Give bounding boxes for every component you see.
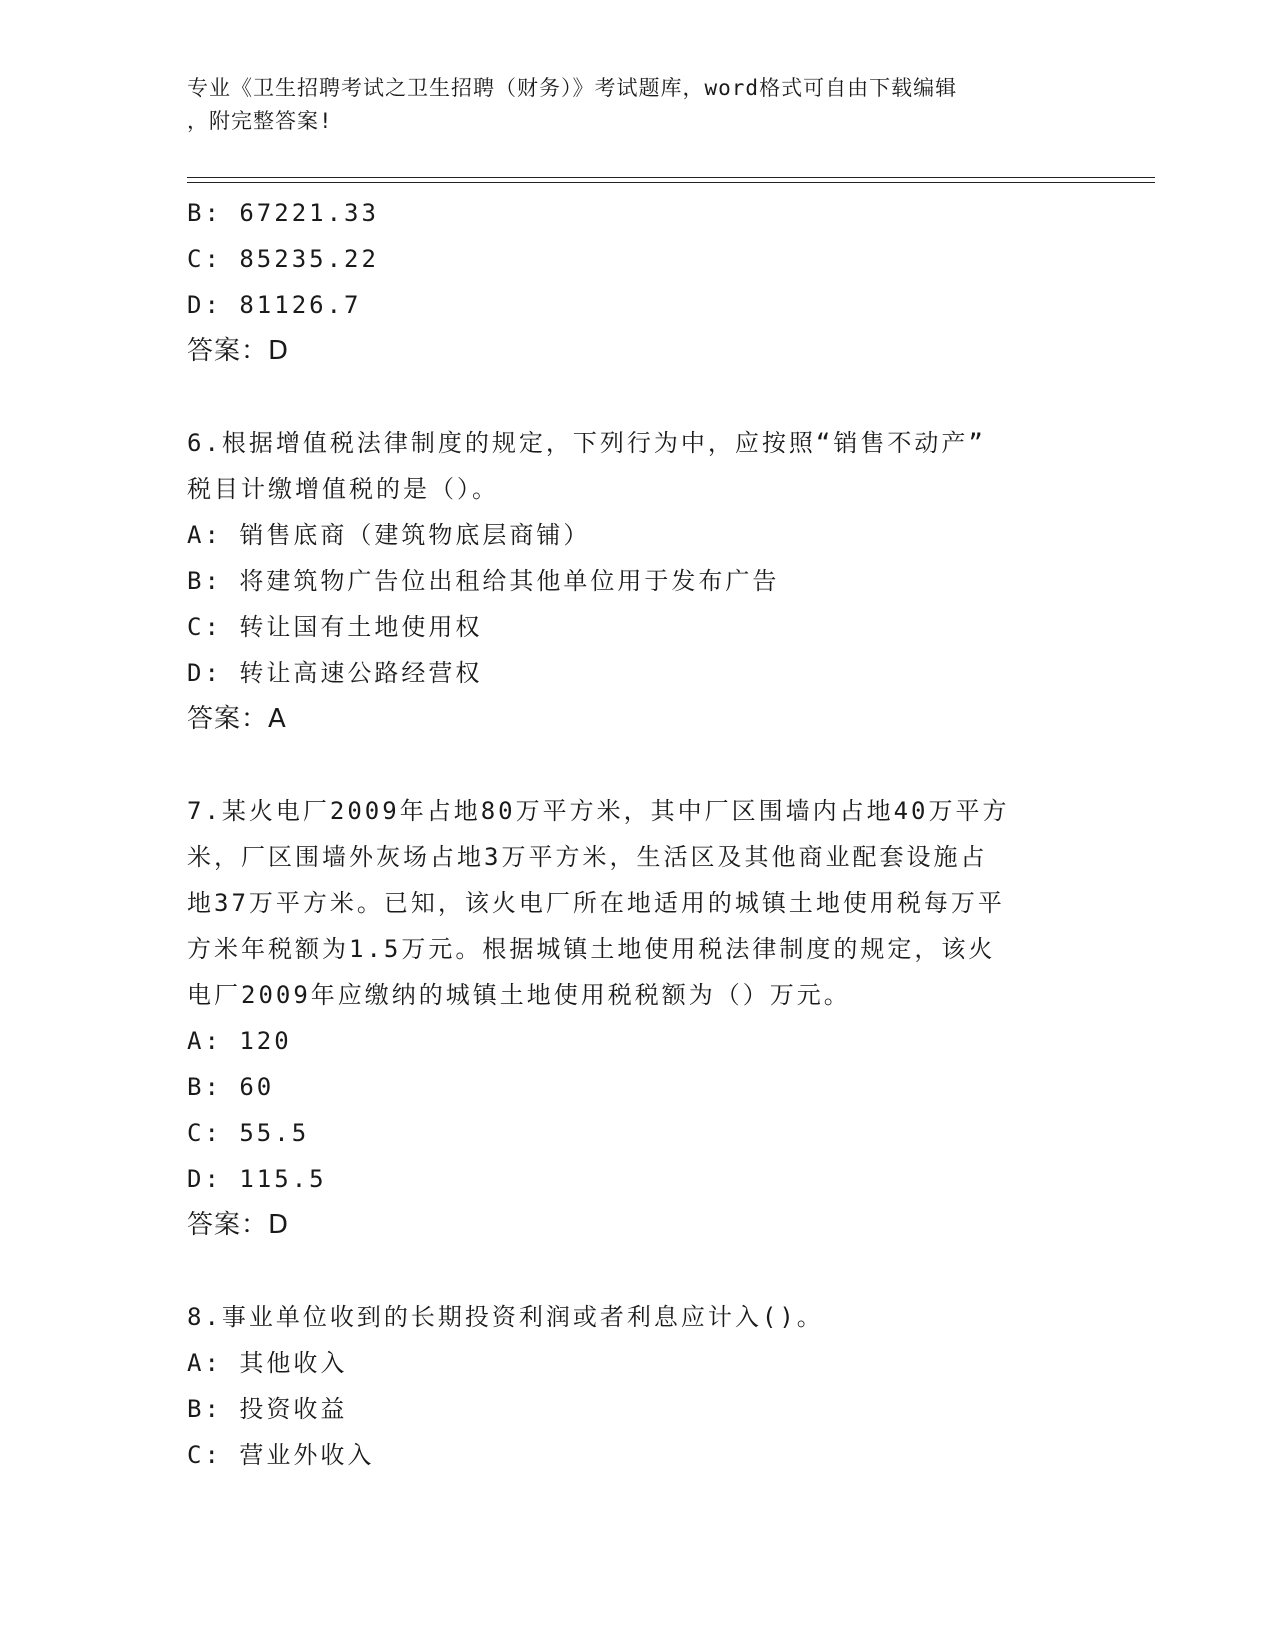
question-stem-line: 7.某火电厂2009年占地80万平方米，其中厂区围墙内占地40万平方: [187, 797, 1010, 825]
header-rule-bottom: [187, 182, 1155, 183]
document-header: [187, 72, 1077, 138]
answer-label: 答案：D: [187, 1210, 290, 1240]
option-d: D: 81126.7: [187, 291, 362, 319]
question-stem-line: 税目计缴增值税的是（）。: [187, 475, 499, 503]
question-6: [187, 420, 1087, 742]
answer-label: 答案：A: [187, 704, 287, 734]
question-8: [187, 1294, 1087, 1478]
spacer: [187, 1248, 1087, 1294]
option-b: B: 将建筑物广告位出租给其他单位用于发布广告: [187, 567, 780, 595]
question-7: [187, 788, 1087, 1248]
option-a: A: 销售底商（建筑物底层商铺）: [187, 521, 591, 549]
option-a: A: 其他收入: [187, 1349, 348, 1377]
question-stem-line: 米，厂区围墙外灰场占地3万平方米，生活区及其他商业配套设施占: [187, 843, 988, 871]
question-stem-line: 电厂2009年应缴纳的城镇土地使用税税额为（）万元。: [187, 981, 851, 1009]
option-c: C: 85235.22: [187, 245, 379, 273]
option-d: D: 转让高速公路经营权: [187, 659, 483, 687]
question-stem-line: 8.事业单位收到的长期投资利润或者利息应计入()。: [187, 1303, 824, 1331]
option-a: A: 120: [187, 1027, 292, 1055]
option-b: B: 60: [187, 1073, 275, 1101]
header-line-2: ，附完整答案!: [187, 109, 333, 133]
answer-label: 答案：D: [187, 336, 290, 366]
option-b: B: 67221.33: [187, 199, 379, 227]
question-stem-line: 地37万平方米。已知，该火电厂所在地适用的城镇土地使用税每万平: [187, 889, 1005, 917]
option-b: B: 投资收益: [187, 1395, 348, 1423]
spacer: [187, 742, 1087, 788]
spacer: [187, 374, 1087, 420]
header-rule-top: [187, 177, 1155, 178]
header-line-1: 专业《卫生招聘考试之卫生招聘（财务）》考试题库，word格式可自由下载编辑: [187, 76, 958, 100]
question-stem-line: 6.根据增值税法律制度的规定，下列行为中，应按照“销售不动产”: [187, 429, 986, 457]
option-c: C: 转让国有土地使用权: [187, 613, 483, 641]
document-body: [187, 190, 1087, 1478]
option-d: D: 115.5: [187, 1165, 327, 1193]
question-stem-line: 方米年税额为1.5万元。根据城镇土地使用税法律制度的规定，该火: [187, 935, 996, 963]
prev-question: [187, 190, 1087, 374]
option-c: C: 55.5: [187, 1119, 310, 1147]
option-c: C: 营业外收入: [187, 1441, 375, 1469]
